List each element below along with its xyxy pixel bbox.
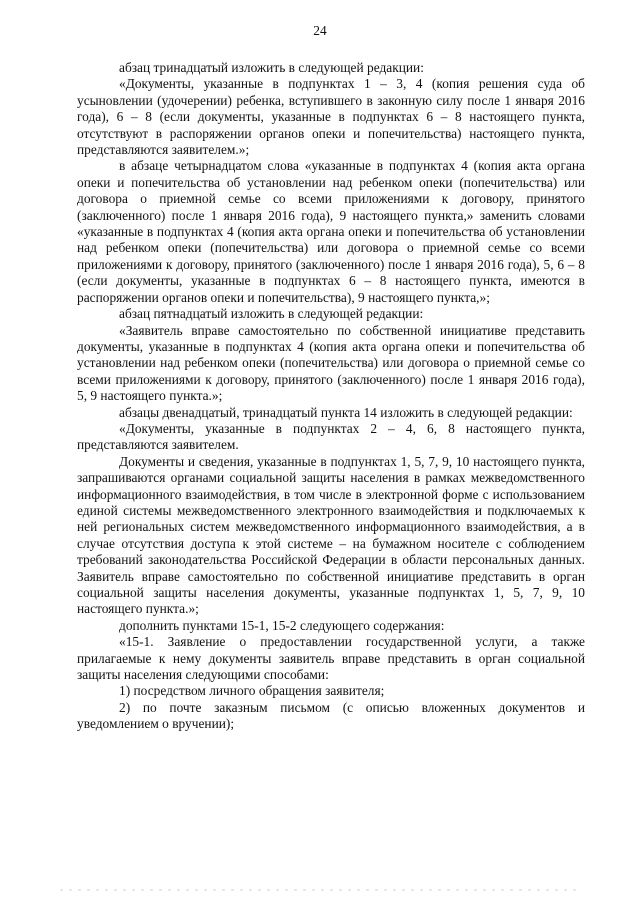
document-body	[77, 60, 585, 733]
paragraph-8: Документы и сведения, указанные в подпунктах 1, 5, 7, 9, 10 настоящего пункта, запрашиваются органами социальной защиты населения в рамках межведомственного информационного взаимодействия, в том числе в электронной форме с использованием единой системы межведомственного электронного взаимодействия и подключаемых к ней региональных систем межведомственного информационного взаимодействия, а в случае отсутствия доступа к этой системе – на бумажном носителе с соблюдением требований законодательства Российской Федерации в области персональных данных. Заявитель вправе самостоятельно по собственной инициативе представить в орган социальной защиты населения документы, указанные подпунктах 1, 5, 7, 9, 10 настоящего пункта.»;	[77, 453, 585, 617]
paragraph-12: 2) по почте заказным письмом (с описью вложенных документов и уведомлением о вручении);	[77, 699, 585, 732]
paragraph-5: «Заявитель вправе самостоятельно по собственной инициативе представить документы, указанные в подпунктах 4 (копия акта органа опеки и попечительства об установлении над ребенком опеки (попечительства) или договора о приемной семье со всеми приложениями к договору, принятого (заключенного) после 1 января 2016 года), 5, 9 настоящего пункта.»;	[77, 322, 585, 404]
page-number: 24	[313, 23, 327, 38]
paragraph-9: дополнить пунктами 15-1, 15-2 следующего содержания:	[119, 617, 445, 633]
paragraph-2: «Документы, указанные в подпунктах 1 – 3, 4 (копия решения суда об усыновлении (удочерении) ребенка, вступившего в законную силу после 1 января 2016 года), 6 – 8 (если документы, указанные в подпунктах 6 – 8 настоящего пункта, отсутствуют в распоряжении органов опеки и попечительства) настоящего пункта, представляются заявителем.»;	[77, 76, 585, 158]
paragraph-7: «Документы, указанные в подпунктах 2 – 4, 6, 8 настоящего пункта, представляются заявителем.	[77, 420, 585, 453]
scan-artifact-line	[60, 889, 580, 891]
paragraph-6: абзацы двенадцатый, тринадцатый пункта 14 изложить в следующей редакции:	[119, 404, 573, 420]
paragraph-1: абзац тринадцатый изложить в следующей редакции:	[119, 60, 424, 75]
paragraph-3: в абзаце четырнадцатом слова «указанные в подпунктах 4 (копия акта органа опеки и попечительства об установлении над ребенком опеки (попечительства) или договора о приемной семье со всеми приложениями к договору, принятого (заключенного) после 1 января 2016 года), 9 настоящего пункта,» заменить словами «указанные в подпунктах 4 (копия акта органа опеки и попечительства об установлении над ребенком опеки (попечительства) или договора о приемной семье со всеми приложениями к договору, принятого (заключенного) после 1 января 2016 года), 5, 6 – 8 (если документы, указанные в подпунктах 6 – 8 настоящего пункта, имеются в распоряжении органов опеки и попечительства), 9 настоящего пункта,»;	[77, 158, 585, 305]
paragraph-11: 1) посредством личного обращения заявителя;	[119, 683, 385, 699]
paragraph-4: абзац пятнадцатый изложить в следующей редакции:	[119, 306, 424, 322]
paragraph-10: «15-1. Заявление о предоставлении государственной услуги, а также прилагаемые к нему документы заявитель вправе представить в орган социальной защиты населения следующими способами:	[77, 634, 585, 683]
